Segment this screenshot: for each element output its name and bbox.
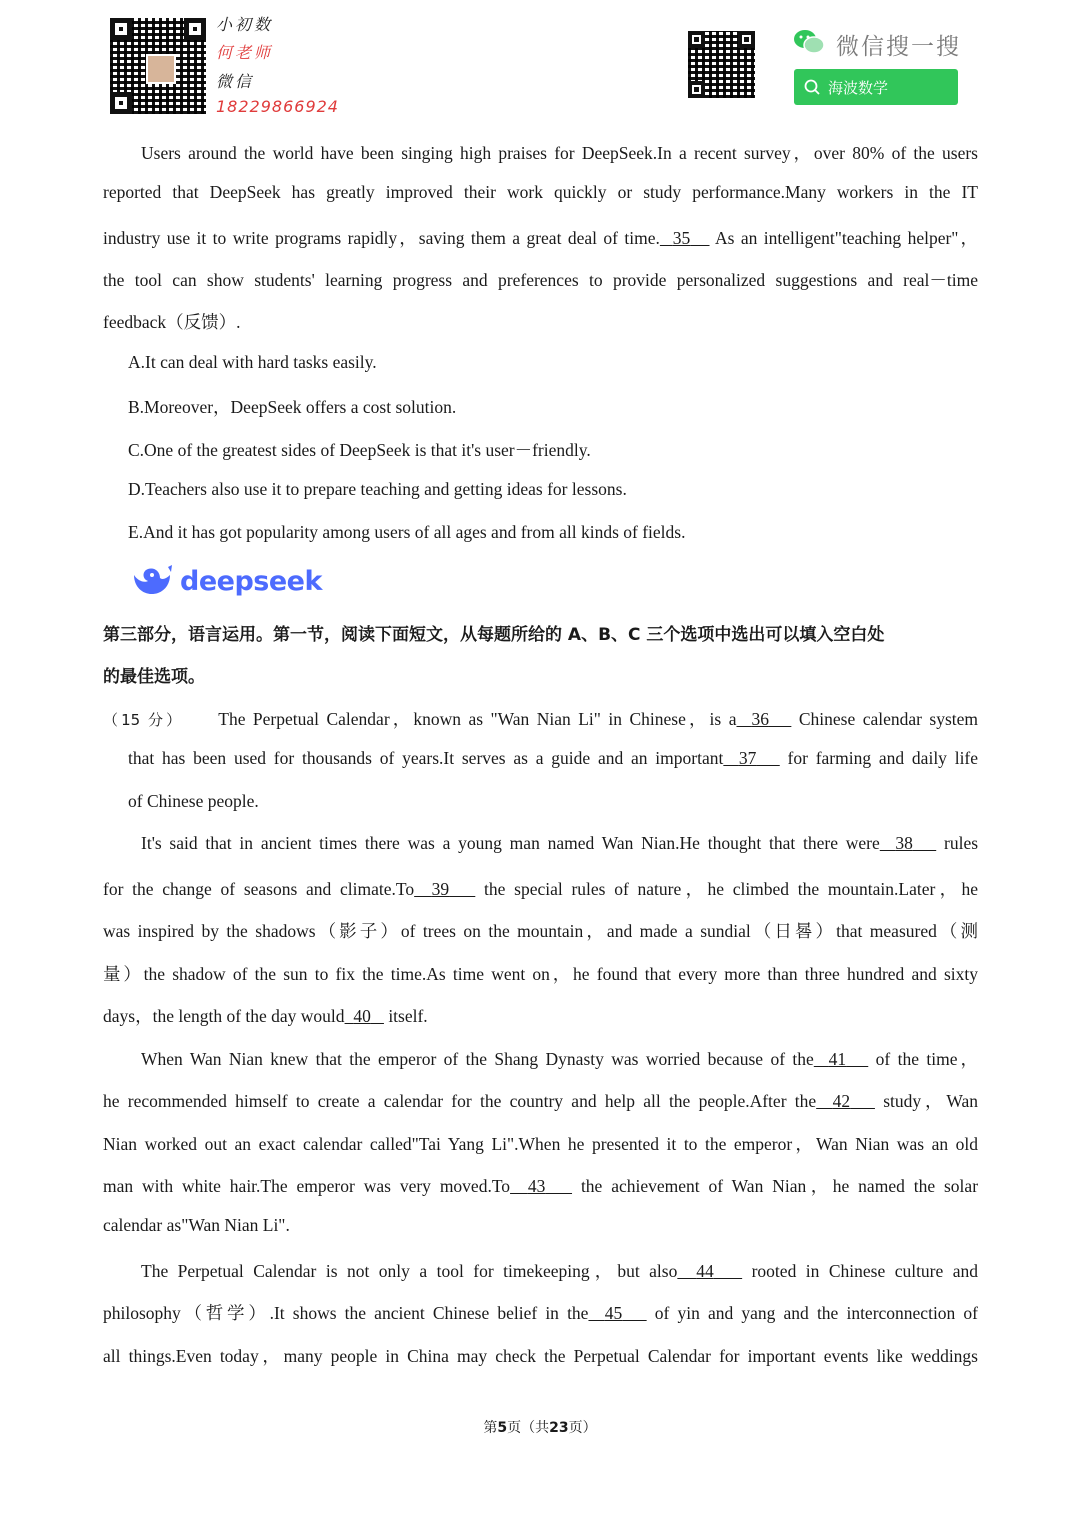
qr-finder xyxy=(738,31,755,48)
option-b: B.Moreover，DeepSeek offers a cost solution. xyxy=(128,397,457,417)
qr-finder xyxy=(688,81,705,98)
note-phone: 18229866924 xyxy=(216,97,339,116)
passage2-line: 量）the shadow of the sun to fix the time.As time went on，he found that every more than three hundred and sixty xyxy=(103,964,978,984)
text: study，Wan xyxy=(883,1091,979,1111)
deepseek-logo xyxy=(130,563,322,599)
blank-38 xyxy=(880,833,936,853)
text: itself. xyxy=(388,1006,428,1026)
blank-36 xyxy=(736,709,791,729)
text: Chinese calendar system xyxy=(798,709,979,729)
qr-code xyxy=(110,18,206,114)
text: that has been used for thousands of years.It serves as a guide and an important xyxy=(128,748,724,768)
blank-number: 40 xyxy=(353,1006,371,1026)
passage2-line xyxy=(103,876,978,901)
passage2-line: calendar as"Wan Nian Li". xyxy=(103,1215,290,1235)
score: （15 分） xyxy=(103,711,185,729)
text: he recommended himself to create a calendar for the country and help all the people.After the xyxy=(103,1091,817,1111)
qr-avatar xyxy=(146,54,176,84)
total-pages: 23 xyxy=(549,1420,569,1436)
passage2-line xyxy=(103,1088,978,1113)
qr-code-wechat xyxy=(688,31,755,98)
passage1-line: the tool can show students' learning progress and preferences to provide personalized suggestions and real－time xyxy=(103,270,978,290)
passage2-line xyxy=(103,1173,978,1198)
blank-37 xyxy=(723,748,779,768)
blank-number: 41 xyxy=(828,1049,847,1069)
blank-number: 43 xyxy=(527,1176,546,1196)
blank-40 xyxy=(345,1006,384,1026)
text: for the change of seasons and climate.To xyxy=(103,879,415,899)
blank-43 xyxy=(510,1176,572,1196)
qr-finder xyxy=(110,18,132,40)
text: The Perpetual Calendar is not only a tool for timekeeping，but also xyxy=(141,1261,678,1281)
passage2-line: was inspired by the shadows（影子）of trees on the mountain，and made a sundial（日晷）that measured（测 xyxy=(103,921,978,941)
text: It's said that in ancient times there was a young man named Wan Nian.He thought that there were xyxy=(141,833,880,853)
blank-45 xyxy=(588,1303,646,1323)
option-c: C.One of the greatest sides of DeepSeek is that it's user－friendly. xyxy=(128,440,591,460)
blank-number: 45 xyxy=(604,1303,623,1323)
passage1-line: reported that DeepSeek has greatly improved their work quickly or study performance.Many workers in the IT xyxy=(103,182,978,202)
passage1-line: Users around the world have been singing high praises for DeepSeek.In a recent survey，over 80% of the users xyxy=(141,143,978,163)
passage2-line xyxy=(141,1046,978,1071)
text: of yin and yang and the interconnection of xyxy=(654,1303,979,1323)
whale-icon xyxy=(130,563,174,599)
text: the achievement of Wan Nian，he named the solar xyxy=(580,1176,979,1196)
passage2-line xyxy=(128,748,978,769)
wechat-icon xyxy=(793,28,825,56)
blank-number: 36 xyxy=(751,709,769,729)
option-d: D.Teachers also use it to prepare teaching and getting ideas for lessons. xyxy=(128,479,627,499)
section-heading: 的最佳选项。 xyxy=(103,667,205,687)
qr-finder xyxy=(688,31,705,48)
option-a: A.It can deal with hard tasks easily. xyxy=(128,352,377,372)
logo-text: deepseek xyxy=(180,565,322,597)
blank-number: 42 xyxy=(832,1091,851,1111)
text: industry use it to write programs rapidly，saving them a great deal of time. xyxy=(103,228,660,248)
passage2-line xyxy=(103,706,978,731)
search-icon xyxy=(804,79,820,95)
blank-42 xyxy=(816,1091,875,1111)
blank-number: 38 xyxy=(895,833,913,853)
note-line2: 何老师 xyxy=(216,43,274,62)
text: The Perpetual Calendar，known as "Wan Nian Li" in Chinese，is a xyxy=(218,709,737,729)
passage2-line xyxy=(141,833,978,854)
passage1-line: feedback（反馈）. xyxy=(103,312,241,332)
wechat-search-box[interactable] xyxy=(794,69,958,105)
passage2-line: of Chinese people. xyxy=(128,791,259,811)
blank-number: 44 xyxy=(696,1261,714,1281)
passage1-line xyxy=(103,225,978,250)
wechat-search-title: 微信搜一搜 xyxy=(836,34,961,60)
search-label: 海波数学 xyxy=(828,78,889,97)
blank-number: 35 xyxy=(672,228,691,248)
text: man with white hair.The emperor was very moved.To xyxy=(103,1176,511,1196)
page-footer xyxy=(0,1417,1080,1437)
qr-finder xyxy=(184,18,206,40)
page-number: 5 xyxy=(497,1420,508,1436)
text: for farming and daily life xyxy=(787,748,979,768)
passage2-line: all things.Even today，many people in China may check the Perpetual Calendar for important events like weddings xyxy=(103,1346,978,1366)
blank-35 xyxy=(660,228,710,248)
note-line1: 小初数 xyxy=(216,15,274,34)
text: rules xyxy=(944,833,979,853)
passage2-line xyxy=(141,1258,978,1283)
option-e: E.And it has got popularity among users of all ages and from all kinds of fields. xyxy=(128,522,686,542)
footer-text: 页（共 xyxy=(507,1420,550,1436)
blank-44 xyxy=(677,1261,742,1281)
footer-text: 第 xyxy=(483,1420,498,1436)
text: rooted in Chinese culture and xyxy=(751,1261,979,1281)
blank-number: 37 xyxy=(738,748,757,768)
blank-number: 39 xyxy=(431,879,450,899)
text: As an intelligent"teaching helper"， xyxy=(714,228,978,248)
blank-39 xyxy=(414,879,475,899)
note-line3: 微信 xyxy=(216,72,255,91)
text: philosophy（哲学）.It shows the ancient Chinese belief in the xyxy=(103,1303,589,1323)
text: When Wan Nian knew that the emperor of the Shang Dynasty was worried because of the xyxy=(141,1049,814,1069)
passage2-line xyxy=(103,1003,978,1028)
text: the special rules of nature，he climbed the mountain.Later，he xyxy=(484,879,979,899)
text: of the time， xyxy=(875,1049,978,1069)
qr-finder xyxy=(110,92,132,114)
blank-41 xyxy=(814,1049,868,1069)
passage2-line xyxy=(103,1300,978,1325)
passage2-line: Nian worked out an exact calendar called"Tai Yang Li".When he presented it to the emperor，Wan Nian was an old xyxy=(103,1134,978,1154)
text: days，the length of the day would xyxy=(103,1006,345,1026)
section-heading: 第三部分，语言运用。第一节，阅读下面短文，从每题所给的 A、B、C 三个选项中选出可以填入空白处 xyxy=(103,625,885,645)
footer-text: 页） xyxy=(568,1420,597,1436)
